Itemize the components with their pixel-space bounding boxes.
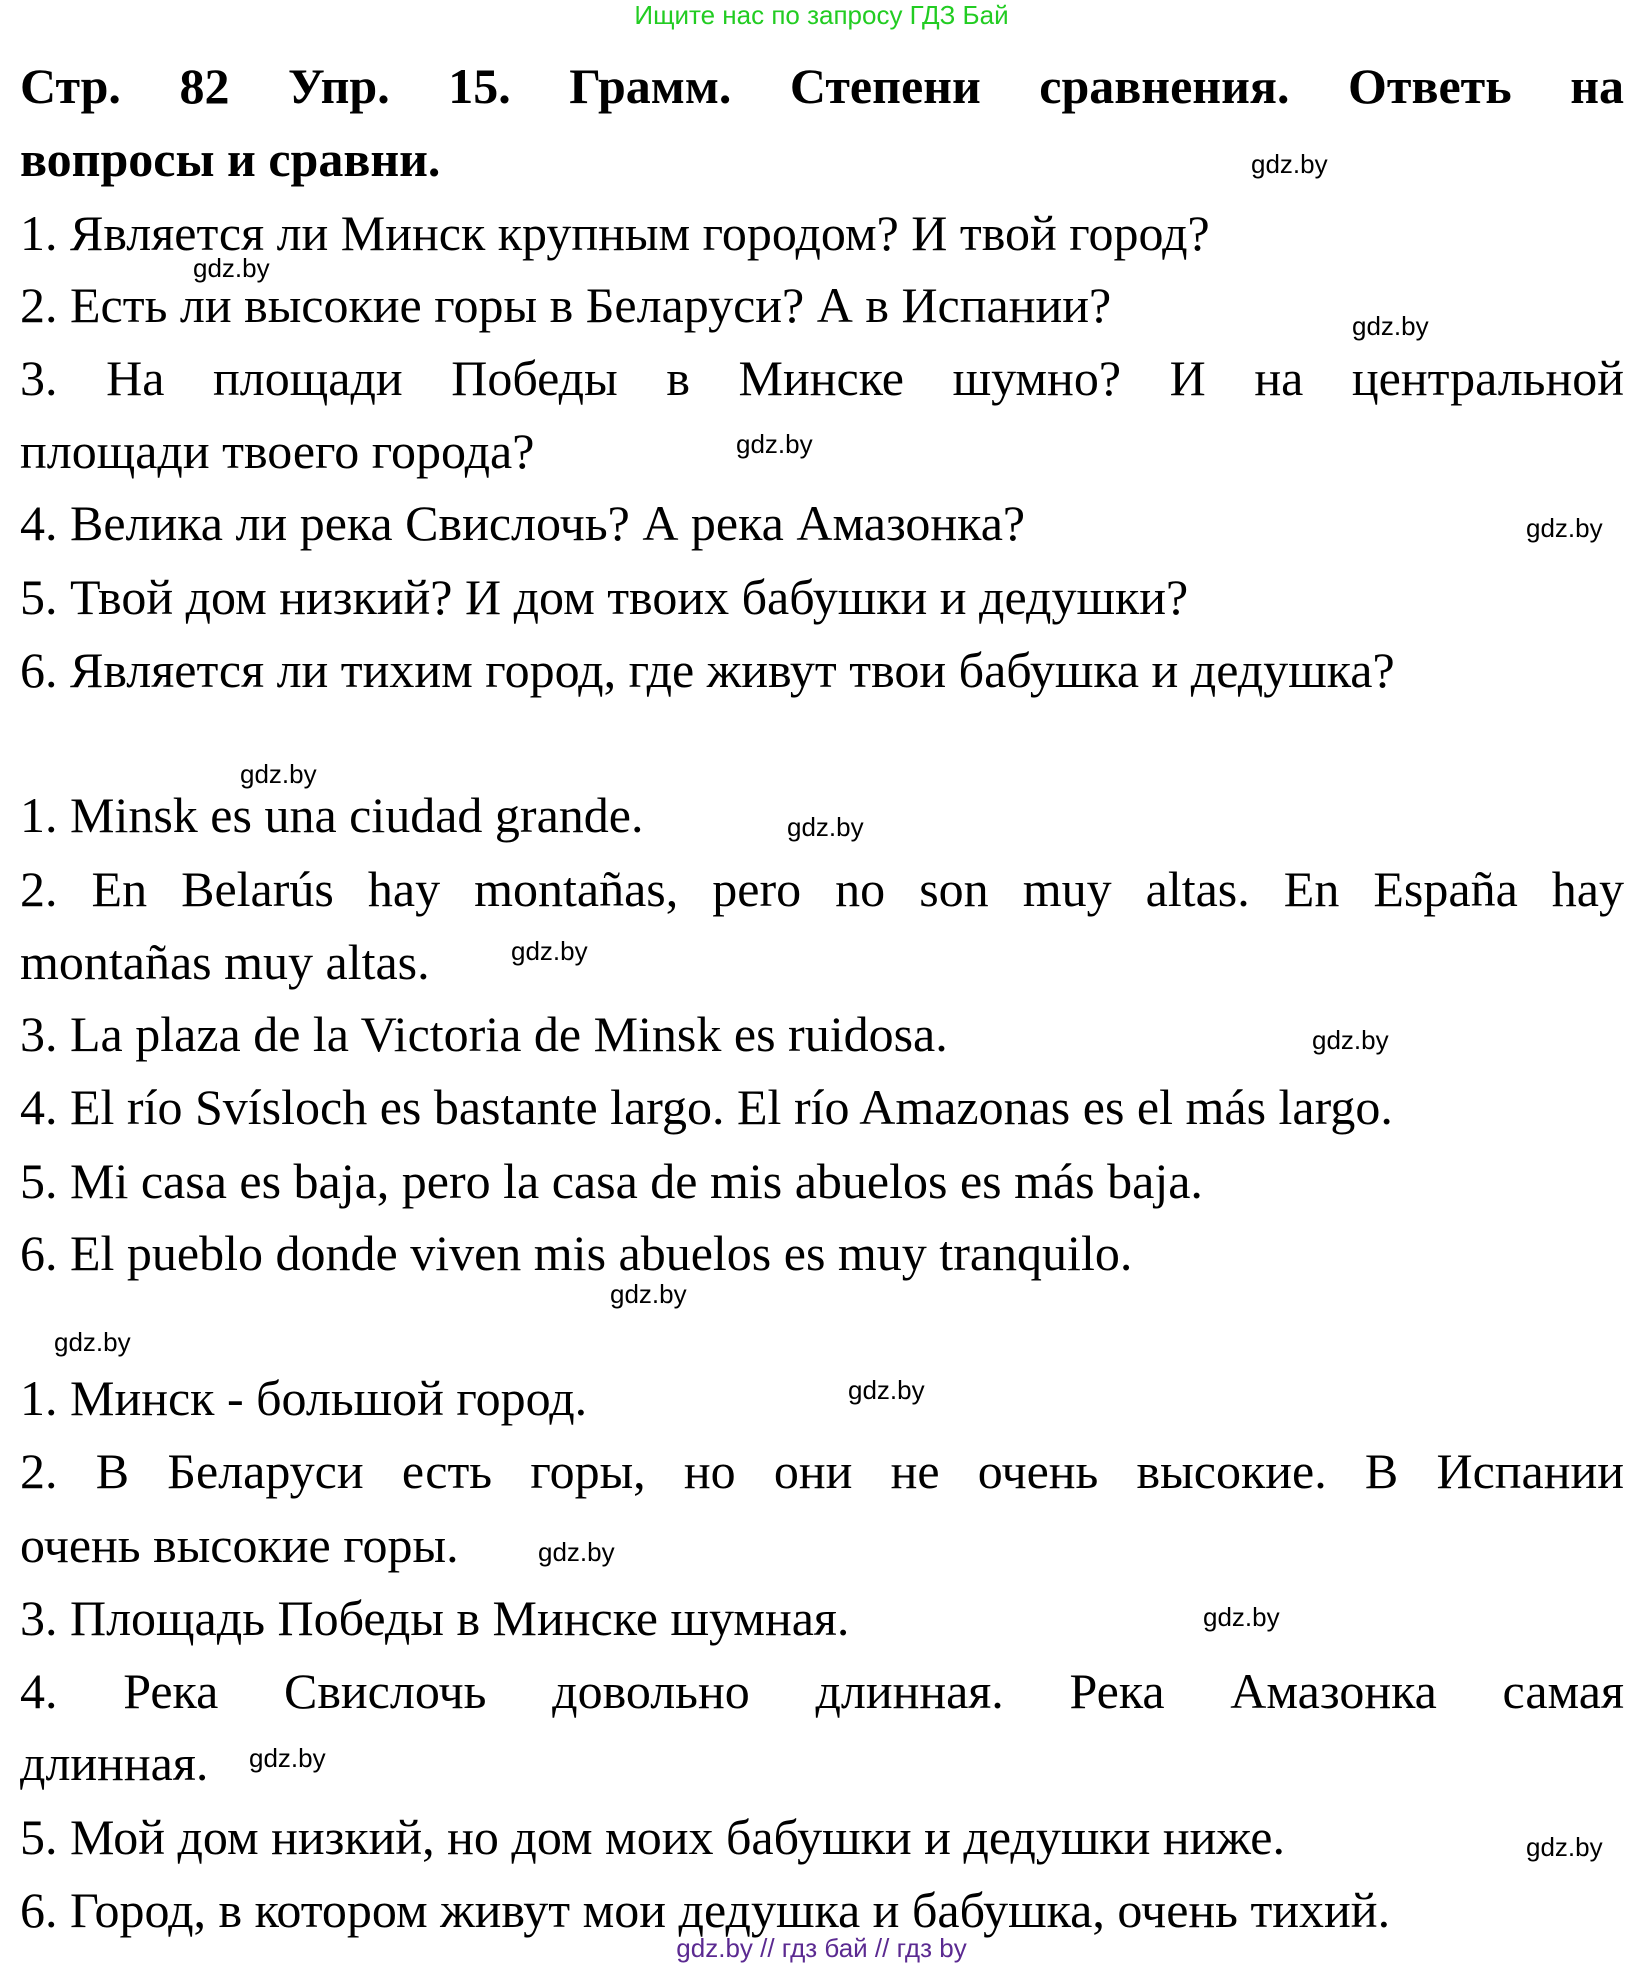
question-line: 2. Есть ли высокие горы в Беларуси? А в Испании?	[20, 277, 1112, 333]
watermark: gdz.by	[538, 1537, 615, 1567]
spanish-answer-line: 6. El pueblo donde viven mis abuelos es muy tranquilo.	[20, 1225, 1133, 1281]
watermark: gdz.by	[240, 759, 317, 789]
watermark: gdz.by	[1312, 1025, 1389, 1055]
watermark: gdz.by	[1251, 149, 1328, 179]
russian-answer-line: 1. Минск - большой город.	[20, 1370, 588, 1426]
exercise-title-line-2: вопросы и сравни.	[20, 131, 441, 187]
spanish-answer-line: 3. La plaza de la Victoria de Minsk es ruidosa.	[20, 1006, 948, 1062]
russian-answer-line: 6. Город, в котором живут мои дедушка и бабушка, очень тихий.	[20, 1882, 1391, 1938]
spanish-answer-line: 2. En Belarús hay montañas, pero no son muy altas. En España hay	[20, 861, 1624, 917]
spanish-answer-line: 5. Mi casa es baja, pero la casa de mis abuelos es más baja.	[20, 1153, 1203, 1209]
question-line: площади твоего города?	[20, 423, 535, 479]
watermark: gdz.by	[736, 429, 813, 459]
watermark: gdz.by	[1526, 1832, 1603, 1862]
russian-answer-line: очень высокие горы.	[20, 1517, 459, 1573]
watermark: gdz.by	[54, 1327, 131, 1357]
spanish-answer-line: 4. El río Svísloch es bastante largo. El río Amazonas es el más largo.	[20, 1079, 1393, 1135]
russian-answer-line: 3. Площадь Победы в Минске шумная.	[20, 1590, 850, 1646]
watermark: gdz.by	[1352, 311, 1429, 341]
watermark: gdz.by	[249, 1743, 326, 1773]
watermark: gdz.by	[1203, 1602, 1280, 1632]
question-line: 3. На площади Победы в Минске шумно? И на центральной	[20, 350, 1624, 406]
russian-answer-line: 5. Мой дом низкий, но дом моих бабушки и дедушки ниже.	[20, 1809, 1285, 1865]
spanish-answer-line: montañas muy altas.	[20, 934, 430, 990]
watermark: gdz.by	[193, 253, 270, 283]
question-line: 5. Твой дом низкий? И дом твоих бабушки и дедушки?	[20, 569, 1189, 625]
question-line: 6. Является ли тихим город, где живут твои бабушка и дедушка?	[20, 642, 1395, 698]
exercise-title-line-1: Стр. 82 Упр. 15. Грамм. Степени сравнения. Ответь на	[20, 58, 1624, 114]
spanish-answer-line: 1. Minsk es una ciudad grande.	[20, 787, 644, 843]
watermark: gdz.by	[1526, 513, 1603, 543]
russian-answer-line: 2. В Беларуси есть горы, но они не очень высокие. В Испании	[20, 1443, 1624, 1499]
search-hint-header: Ищите нас по запросу ГДЗ Бай	[634, 0, 1009, 30]
watermark: gdz.by	[610, 1279, 687, 1309]
russian-answer-line: 4. Река Свислочь довольно длинная. Река Амазонка самая	[20, 1663, 1624, 1719]
watermark: gdz.by	[787, 812, 864, 842]
russian-answer-line: длинная.	[20, 1735, 209, 1791]
watermark: gdz.by	[511, 936, 588, 966]
footer-links: gdz.by // гдз бай // гдз by	[676, 1933, 967, 1963]
question-line: 4. Велика ли река Свислочь? А река Амазонка?	[20, 495, 1026, 551]
question-line: 1. Является ли Минск крупным городом? И твой город?	[20, 205, 1210, 261]
watermark: gdz.by	[848, 1375, 925, 1405]
